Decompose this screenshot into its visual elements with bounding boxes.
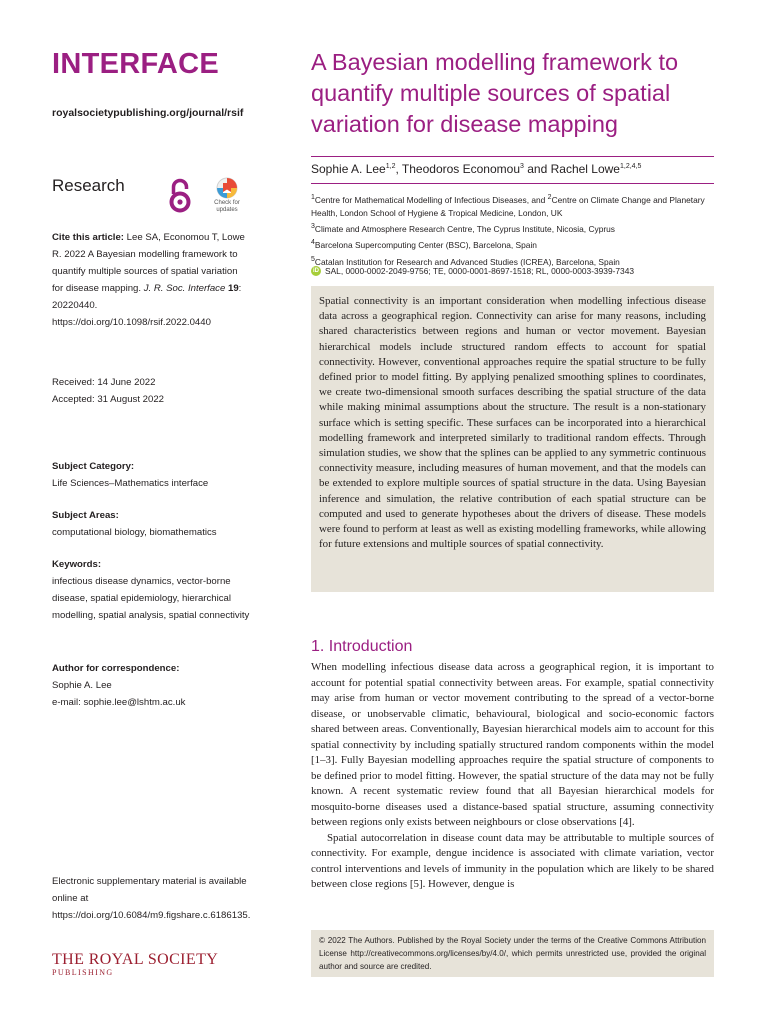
cite-volume: 19: [225, 283, 239, 294]
affiliation-line: [311, 236, 714, 252]
orcid-ids[interactable]: SAL, 0000-0002-2049-9756; TE, 0000-0001-8697-1518; RL, 0000-0003-3939-7343: [325, 266, 635, 276]
affil-sup: 4: [311, 239, 315, 247]
correspondence-email[interactable]: e-mail: sophie.lee@lshtm.ac.uk: [52, 697, 186, 708]
publisher-subname: PUBLISHING: [52, 968, 114, 977]
affil-text: Barcelona Supercomputing Center (BSC), Barcelona, Spain: [314, 240, 537, 251]
author-affil-sup: 1,2,4,5: [619, 163, 642, 170]
keywords: [52, 556, 252, 624]
publisher-logo[interactable]: [52, 951, 218, 977]
subject-areas: [52, 507, 252, 541]
correspondence-heading: Author for correspondence:: [52, 663, 180, 674]
affil-text: Centre on Climate Change and Planetary Health, London School of Hygiene & Tropical Medicine, London, UK: [311, 194, 705, 219]
subject-category-heading: Subject Category:: [52, 461, 135, 472]
subject-areas-value[interactable]: computational biology, biomathematics: [52, 527, 217, 538]
author-separator: and: [523, 162, 551, 176]
title-divider: [311, 156, 714, 157]
subject-areas-heading: Subject Areas:: [52, 510, 119, 521]
correspondence: [52, 660, 252, 711]
affiliation-line: [311, 220, 714, 236]
author-name[interactable]: Rachel Lowe: [550, 162, 620, 176]
author-name[interactable]: Theodoros Economou: [401, 162, 520, 176]
journal-logo[interactable]: INTERFACE: [52, 48, 220, 80]
accepted-date: Accepted: 31 August 2022: [52, 394, 165, 405]
affil-text: Catalan Institution for Research and Advanced Studies (ICREA), Barcelona, Spain: [314, 256, 620, 267]
authors-divider: [311, 183, 714, 184]
affil-sup: 3: [311, 223, 315, 231]
affil-text: Centre for Mathematical Modelling of Infectious Diseases, and: [314, 194, 548, 205]
affiliations: [311, 191, 714, 269]
cite-label: Cite this article:: [52, 232, 124, 243]
cite-journal: J. R. Soc. Interface: [143, 283, 226, 294]
affil-sup: 2: [547, 194, 552, 201]
orcid-line: [311, 266, 634, 276]
affil-sup: 5: [311, 255, 315, 263]
subject-category: [52, 458, 252, 492]
check-for-updates-button[interactable]: [207, 177, 247, 214]
cite-pages: : 20220440.: [52, 283, 242, 311]
crossmark-icon: [216, 177, 238, 199]
paragraph: Spatial autocorrelation in disease count data may be attributable to multiple sources of connectivity. For example, dengue incidence is associated with climate variation, vector control interventions and levels of immunity in the population which are likely to be shared between close regions [5]. However, dengue is: [311, 831, 714, 890]
section-heading-introduction: 1. Introduction: [311, 638, 413, 655]
author-separator: ,: [395, 162, 402, 176]
publisher-name: THE ROYAL SOCIETY: [52, 951, 219, 968]
check-updates-label-1: Check for: [214, 200, 240, 206]
open-access-icon: [167, 178, 193, 214]
author-list: [311, 162, 641, 176]
affiliation-line: [311, 191, 714, 220]
received-date: Received: 14 June 2022: [52, 377, 156, 388]
affil-sup: 1: [311, 194, 315, 201]
dates-block: [52, 374, 164, 408]
keywords-value[interactable]: infectious disease dynamics, vector-borne disease, spatial epidemiology, hierarchical modelling, spatial analysis, spatial connectivity: [52, 576, 250, 621]
journal-url-link[interactable]: royalsocietypublishing.org/journal/rsif: [52, 107, 244, 119]
article-title: A Bayesian modelling framework to quantify multiple sources of spatial variation for disease mapping: [311, 49, 679, 137]
affil-text: Climate and Atmosphere Research Centre, The Cyprus Institute, Nicosia, Cyprus: [314, 224, 615, 235]
correspondence-name: Sophie A. Lee: [52, 680, 112, 691]
paragraph: When modelling infectious disease data across a geographical region, it is important to account for potential spatial connectivity between areas. For example, spatial connectivity may arise from human or vector movement contributing to the spread of a vector-borne disease, or unobservable climatic, behavioural, biological and socio-economic factors shared between areas. Conventionally, Bayesian hierarchical models aim to account for this spatial connectivity by including spatially structured random components within the model [1–3]. Fully Bayesian modelling approaches require the spatial structure of components to be defined prior to model fitting. However, the spatial structure of the data may not be fully known. A recent systematic review found that all Bayesian hierarchical models for mosquito-borne diseases used a distance-based spatial structure, assuming connectivity between regions only exists between neighbours or close observations [4].: [311, 661, 714, 828]
keywords-heading: Keywords:: [52, 559, 102, 570]
subject-category-value[interactable]: Life Sciences–Mathematics interface: [52, 478, 209, 489]
orcid-icon[interactable]: iD: [313, 268, 319, 274]
author-affil-sup: 1,2: [385, 163, 396, 170]
cite-doi-link[interactable]: https://doi.org/10.1098/rsif.2022.0440: [52, 317, 211, 328]
cite-text: Lee SA, Economou T, Lowe R. 2022 A Bayesian modelling framework to quantify multiple sources of spatial variation for disease mapping.: [52, 232, 245, 294]
author-name[interactable]: Sophie A. Lee: [311, 162, 386, 176]
abstract-text: Spatial connectivity is an important consideration when modelling infectious disease data across a geographical region. Connectivity can arise for many reasons, including shared characteristics between regions and human or vector movement. Bayesian hierarchical models include structured random effects to account for spatial connectivity. However, conventional approaches require the spatial structure to be fully defined prior to model fitting. By applying penalized smoothing splines to coordinates, we create two-dimensional smooth surfaces describing the spatial structure of the data while making minimal assumptions about the structure. The result is a non-stationary surface which is setting specific. These surfaces can be incorporated into a hierarchical modelling framework and interpreted similarly to traditional random effects. Through simulation studies, we show that the splines can be applied to any symmetric continuous connectivity measure, including measures of human movement, and that the models can be extended to explore multiple sources of spatial structure in the data. Using Bayesian inference and simulation, the relative contribution of each spatial structure can be computed and used to generate hypotheses about the drivers of disease. These models were found to perform at least as well as existing modelling frameworks, while allowing for future extensions and multiple sources of spatial connectivity.: [319, 295, 706, 551]
license-box: © 2022 The Authors. Published by the Royal Society under the terms of the Creative Commons Attribution License http://creativecommons.org/licenses/by/4.0/, which permits unrestricted use, provided the original author and source are credited.: [311, 930, 714, 977]
supplementary-material-note[interactable]: Electronic supplementary material is available online at https://doi.org/10.6084/m9.figshare.c.6186135.: [52, 876, 251, 921]
author-affil-sup: 3: [520, 163, 524, 170]
abstract-box: [311, 286, 714, 592]
article-type-label: Research: [52, 176, 125, 195]
check-updates-label-2: updates: [216, 207, 238, 213]
citation-block: [52, 229, 248, 331]
introduction-body: [311, 660, 714, 893]
